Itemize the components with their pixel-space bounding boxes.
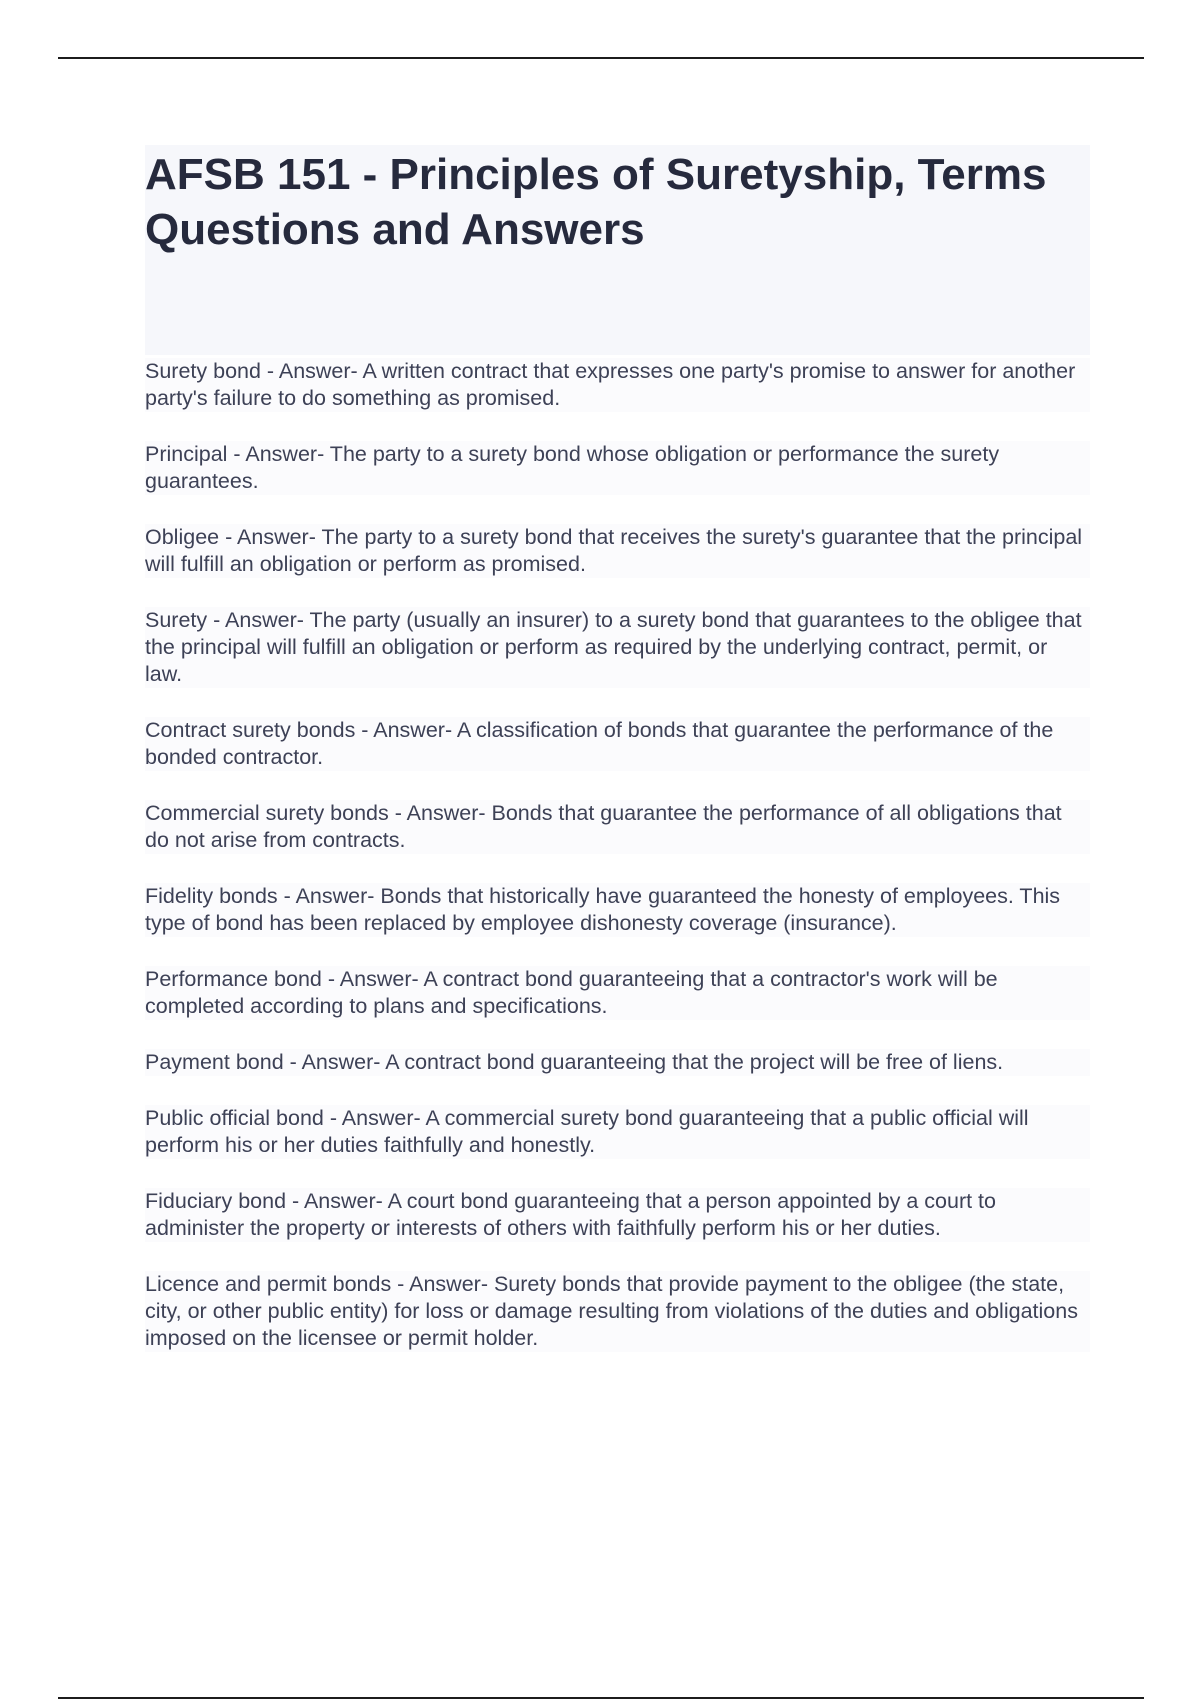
term-entry-commercial-surety-bonds: Commercial surety bonds - Answer- Bonds that guarantee the performance of all obligations that do not arise from contracts. bbox=[145, 800, 1090, 854]
document-body bbox=[145, 145, 1090, 1381]
top-rule bbox=[58, 57, 1144, 59]
term-entry-payment-bond: Payment bond - Answer- A contract bond guaranteeing that the project will be free of liens. bbox=[145, 1049, 1090, 1076]
title-block bbox=[145, 145, 1090, 355]
term-entry-fidelity-bonds: Fidelity bonds - Answer- Bonds that historically have guaranteed the honesty of employees. This type of bond has been replaced by employee dishonesty coverage (insurance). bbox=[145, 883, 1090, 937]
term-entry-public-official-bond: Public official bond - Answer- A commercial surety bond guaranteeing that a public official will perform his or her duties faithfully and honestly. bbox=[145, 1105, 1090, 1159]
term-entry-licence-and-permit-bonds: Licence and permit bonds - Answer- Surety bonds that provide payment to the obligee (the state, city, or other public entity) for loss or damage resulting from violations of the duties and obligations imposed on the licensee or permit holder. bbox=[145, 1271, 1090, 1352]
term-entry-principal: Principal - Answer- The party to a surety bond whose obligation or performance the surety guarantees. bbox=[145, 441, 1090, 495]
term-entry-surety: Surety - Answer- The party (usually an insurer) to a surety bond that guarantees to the obligee that the principal will fulfill an obligation or perform as required by the underlying contract, permit, or law. bbox=[145, 607, 1090, 688]
term-entry-fiduciary-bond: Fiduciary bond - Answer- A court bond guaranteeing that a person appointed by a court to administer the property or interests of others with faithfully perform his or her duties. bbox=[145, 1188, 1090, 1242]
term-entry-surety-bond: Surety bond - Answer- A written contract that expresses one party's promise to answer for another party's failure to do something as promised. bbox=[145, 358, 1090, 412]
term-entry-performance-bond: Performance bond - Answer- A contract bond guaranteeing that a contractor's work will be completed according to plans and specifications. bbox=[145, 966, 1090, 1020]
bottom-rule bbox=[58, 1697, 1144, 1699]
term-list bbox=[145, 358, 1090, 1352]
term-entry-obligee: Obligee - Answer- The party to a surety bond that receives the surety's guarantee that the principal will fulfill an obligation or perform as promised. bbox=[145, 524, 1090, 578]
term-entry-contract-surety-bonds: Contract surety bonds - Answer- A classification of bonds that guarantee the performance of the bonded contractor. bbox=[145, 717, 1090, 771]
document-title: AFSB 151 - Principles of Suretyship, Terms Questions and Answers bbox=[145, 150, 1047, 254]
